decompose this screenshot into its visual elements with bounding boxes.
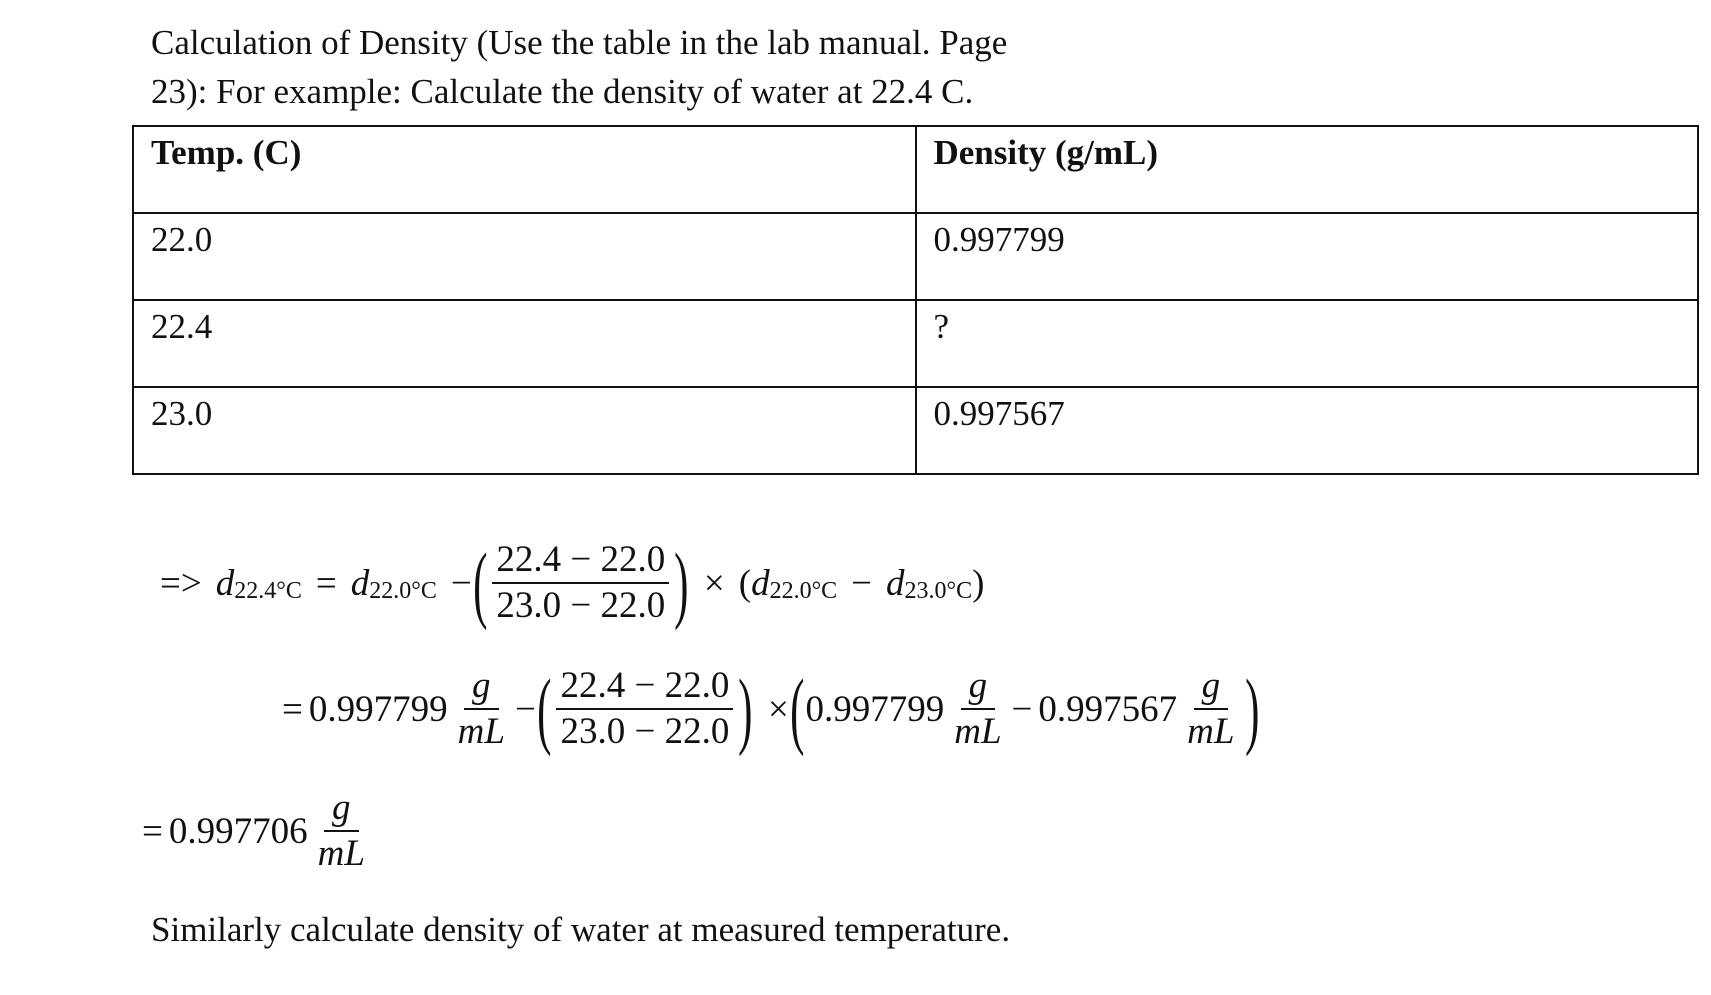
unit-numerator: g: [464, 664, 499, 710]
value: 0.997567: [1038, 688, 1178, 730]
cell-density: 0.997567: [916, 387, 1699, 474]
unit-fraction: [1183, 664, 1238, 754]
unit-fraction: [950, 664, 1005, 754]
cell-temp: 22.4: [133, 300, 916, 387]
header-temp: Temp. (C): [133, 126, 916, 213]
equals-sign: =: [282, 688, 303, 730]
left-paren: (: [536, 661, 552, 757]
unit-numerator: g: [1194, 664, 1229, 710]
value: 0.997799: [805, 688, 945, 730]
cell-density: ?: [916, 300, 1699, 387]
subscript: 22.4°C: [234, 577, 302, 604]
fraction-denominator: 23.0 − 22.0: [560, 711, 730, 752]
cell-temp: 22.0: [133, 213, 916, 300]
right-paren: ): [674, 535, 689, 631]
subscript: 23.0°C: [904, 577, 973, 604]
unit-numerator: g: [324, 786, 359, 832]
intro-line-1: Calculation of Density (Use the table in the lab manual. Page: [151, 23, 1008, 62]
equals-sign: =: [142, 810, 163, 852]
right-paren: ): [1245, 661, 1260, 757]
right-paren: ): [738, 661, 753, 757]
unit-denominator: mL: [1187, 711, 1235, 752]
table-row: [133, 300, 1698, 387]
unit-fraction: [454, 664, 509, 754]
intro-line-2: 23): For example: Calculate the density of water at 22.4 C.: [151, 72, 974, 111]
minus-sign: −: [851, 562, 873, 604]
subscript: 22.0°C: [769, 577, 838, 604]
left-paren: (: [472, 535, 488, 631]
equation-2: [282, 661, 1261, 757]
fraction-numerator: 22.4 − 22.0: [556, 664, 733, 710]
result-value: 0.997706: [168, 810, 308, 852]
times-sign: ×: [703, 562, 725, 604]
fraction-numerator: 22.4 − 22.0: [492, 538, 669, 584]
density-symbol: d: [350, 562, 370, 604]
arrow: =>: [160, 562, 202, 604]
unit-denominator: mL: [457, 711, 505, 752]
density-symbol: d: [751, 562, 770, 604]
header-density: Density (g/mL): [916, 126, 1699, 213]
minus-sign: −: [1011, 688, 1033, 730]
density-symbol: d: [886, 562, 905, 604]
unit-denominator: mL: [954, 711, 1002, 752]
table-row: [133, 387, 1698, 474]
fraction: [556, 664, 733, 754]
left-paren: (: [738, 562, 752, 604]
density-symbol: d: [215, 562, 235, 604]
intro-text: [151, 18, 1151, 116]
unit-fraction: [314, 786, 369, 876]
closing-text: Similarly calculate density of water at measured temperature.: [151, 910, 1011, 949]
value: 0.997799: [308, 688, 448, 730]
unit-denominator: mL: [317, 833, 365, 874]
right-paren: ): [972, 562, 985, 604]
left-paren: (: [790, 661, 805, 757]
fraction-denominator: 23.0 − 22.0: [496, 585, 666, 626]
table-row: [133, 213, 1698, 300]
times-sign: ×: [767, 688, 789, 730]
equals-sign: =: [315, 562, 337, 604]
minus-sign: −: [514, 688, 536, 730]
density-table: [132, 125, 1699, 475]
cell-density: 0.997799: [916, 213, 1699, 300]
equation-1: [160, 535, 985, 631]
fraction: [492, 538, 669, 628]
equation-3: [142, 786, 375, 876]
unit-numerator: g: [961, 664, 996, 710]
subscript: 22.0°C: [369, 577, 437, 604]
cell-temp: 23.0: [133, 387, 916, 474]
minus-sign: −: [450, 562, 472, 604]
table-header-row: [133, 126, 1698, 213]
